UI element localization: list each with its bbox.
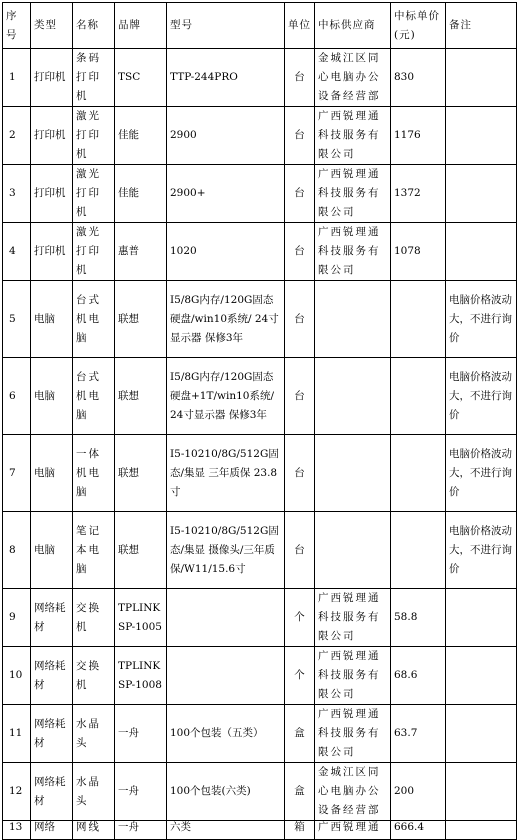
cell-name: 激光打印机 (73, 223, 115, 281)
cell-remark: 电脑价格波动大，不进行询价 (446, 435, 517, 512)
table-row (3, 49, 517, 107)
cell-name: 一体机电脑 (73, 435, 115, 512)
cell-supplier (315, 435, 391, 512)
header-type: 类型 (31, 3, 73, 49)
table-row (3, 763, 517, 821)
cell-type: 打印机 (31, 165, 73, 223)
cell-price (391, 281, 446, 358)
cell-name: 网线 (73, 821, 115, 840)
cell-supplier (315, 358, 391, 435)
cell-remark (446, 165, 517, 223)
cell-type: 打印机 (31, 49, 73, 107)
cell-name: 台式机电脑 (73, 281, 115, 358)
header-supplier: 中标供应商 (315, 3, 391, 49)
cell-price: 1176 (391, 107, 446, 165)
cell-supplier: 广西锐理通科技服务有限公司 (315, 705, 391, 763)
header-name: 名称 (73, 3, 115, 49)
cell-name: 激光打印机 (73, 165, 115, 223)
cell-supplier: 广西锐理通科技服务有限公司 (315, 165, 391, 223)
cell-supplier (315, 281, 391, 358)
cell-type: 电脑 (31, 512, 73, 589)
cell-type: 网络耗材 (31, 705, 73, 763)
cell-model: 2900 (167, 107, 285, 165)
cell-brand: 佳能 (115, 107, 167, 165)
cell-model: 100个包装(六类) (167, 763, 285, 821)
cell-no: 11 (3, 705, 31, 763)
cell-supplier: 金城江区同心电脑办公设备经营部 (315, 763, 391, 821)
cell-no: 5 (3, 281, 31, 358)
cell-brand: 一舟 (115, 705, 167, 763)
header-model: 型号 (167, 3, 285, 49)
table-body (3, 49, 517, 840)
cell-unit: 台 (285, 512, 315, 589)
cell-brand: 联想 (115, 358, 167, 435)
cell-brand: TPLINK SP-1005 (115, 589, 167, 647)
cell-brand: 一舟 (115, 821, 167, 840)
cell-model: I5-10210/8G/512G固态/集显 摄像头/三年质保/W11/15.6寸 (167, 512, 285, 589)
cell-unit: 台 (285, 165, 315, 223)
cell-remark: 电脑价格波动大，不进行询价 (446, 358, 517, 435)
cell-unit: 盒 (285, 705, 315, 763)
cell-brand: 联想 (115, 281, 167, 358)
table-row (3, 281, 517, 358)
cell-model: I5/8G内存/120G固态硬盘+1T/win10系统/ 24寸显示器 保修3年 (167, 358, 285, 435)
cell-remark (446, 223, 517, 281)
table-row (3, 223, 517, 281)
cell-price: 1372 (391, 165, 446, 223)
cell-supplier: 广西锐理通科技服务有限公司 (315, 223, 391, 281)
table-row (3, 821, 517, 840)
cell-type: 网络 (31, 821, 73, 840)
cell-model: 1020 (167, 223, 285, 281)
cell-unit: 台 (285, 223, 315, 281)
cell-model: 2900+ (167, 165, 285, 223)
cell-supplier (315, 512, 391, 589)
cell-name: 交换机 (73, 589, 115, 647)
header-brand: 品牌 (115, 3, 167, 49)
cell-type: 打印机 (31, 223, 73, 281)
cell-no: 13 (3, 821, 31, 840)
cell-unit: 个 (285, 589, 315, 647)
table-row (3, 165, 517, 223)
header-price: 中标单价(元) (391, 3, 446, 49)
cell-unit: 盒 (285, 763, 315, 821)
cell-brand: 惠普 (115, 223, 167, 281)
cell-supplier: 广西锐理通科技服务有限公司 (315, 107, 391, 165)
cell-unit: 台 (285, 281, 315, 358)
cell-remark (446, 705, 517, 763)
cell-model: 六类 (167, 821, 285, 840)
cell-model: TTP-244PRO (167, 49, 285, 107)
cell-model (167, 647, 285, 705)
cell-supplier: 广西锐理通 (315, 821, 391, 840)
cell-brand: TPLINK SP-1008 (115, 647, 167, 705)
cell-remark: 电脑价格波动大，不进行询价 (446, 281, 517, 358)
cell-no: 12 (3, 763, 31, 821)
cell-no: 9 (3, 589, 31, 647)
cell-type: 打印机 (31, 107, 73, 165)
cell-supplier: 广西锐理通科技服务有限公司 (315, 647, 391, 705)
cell-no: 10 (3, 647, 31, 705)
cell-price (391, 358, 446, 435)
cell-model: I5-10210/8G/512G固态/集显 三年质保 23.8寸 (167, 435, 285, 512)
cell-supplier: 广西锐理通科技服务有限公司 (315, 589, 391, 647)
cell-brand: 一舟 (115, 763, 167, 821)
table-row (3, 589, 517, 647)
cell-unit: 台 (285, 107, 315, 165)
header-unit: 单位 (285, 3, 315, 49)
table-row (3, 435, 517, 512)
cell-model: 100个包装（五类） (167, 705, 285, 763)
cell-name: 激光打印机 (73, 107, 115, 165)
cell-price: 68.6 (391, 647, 446, 705)
header-no: 序号 (3, 3, 31, 49)
cell-brand: 联想 (115, 512, 167, 589)
cell-price (391, 512, 446, 589)
cell-no: 1 (3, 49, 31, 107)
cell-price: 1078 (391, 223, 446, 281)
cell-no: 2 (3, 107, 31, 165)
cell-remark (446, 589, 517, 647)
cell-supplier: 金城江区同心电脑办公设备经营部 (315, 49, 391, 107)
table-row (3, 107, 517, 165)
cell-type: 网络耗材 (31, 647, 73, 705)
cell-price (391, 435, 446, 512)
cell-unit: 个 (285, 647, 315, 705)
cell-no: 4 (3, 223, 31, 281)
cell-name: 台式机电脑 (73, 358, 115, 435)
cell-name: 水晶头 (73, 705, 115, 763)
cell-name: 条码打印机 (73, 49, 115, 107)
cell-price: 830 (391, 49, 446, 107)
cell-type: 电脑 (31, 281, 73, 358)
cell-type: 电脑 (31, 358, 73, 435)
cell-brand: 佳能 (115, 165, 167, 223)
cell-price: 58.8 (391, 589, 446, 647)
cell-unit: 台 (285, 49, 315, 107)
cell-name: 水晶头 (73, 763, 115, 821)
cell-remark: 电脑价格波动大，不进行询价 (446, 512, 517, 589)
cell-remark (446, 647, 517, 705)
cell-unit: 台 (285, 358, 315, 435)
cell-brand: 联想 (115, 435, 167, 512)
cell-remark (446, 107, 517, 165)
header-row (3, 3, 517, 49)
table-row (3, 647, 517, 705)
cell-remark (446, 49, 517, 107)
cell-unit: 箱 (285, 821, 315, 840)
cell-no: 6 (3, 358, 31, 435)
procurement-table (2, 2, 517, 840)
cell-name: 交换机 (73, 647, 115, 705)
cell-price: 666.4 (391, 821, 446, 840)
table-row (3, 705, 517, 763)
cell-type: 电脑 (31, 435, 73, 512)
cell-remark (446, 763, 517, 821)
cell-remark (446, 821, 517, 840)
cell-no: 3 (3, 165, 31, 223)
cell-price: 200 (391, 763, 446, 821)
cell-unit: 台 (285, 435, 315, 512)
table-row (3, 358, 517, 435)
table-row (3, 512, 517, 589)
cell-no: 7 (3, 435, 31, 512)
cell-model: I5/8G内存/120G固态硬盘/win10系统/ 24寸显示器 保修3年 (167, 281, 285, 358)
cell-name: 笔记本电脑 (73, 512, 115, 589)
header-remark: 备注 (446, 3, 517, 49)
cell-model (167, 589, 285, 647)
cell-type: 网络耗材 (31, 589, 73, 647)
cell-no: 8 (3, 512, 31, 589)
cell-brand: TSC (115, 49, 167, 107)
cell-price: 63.7 (391, 705, 446, 763)
cell-type: 网络耗材 (31, 763, 73, 821)
